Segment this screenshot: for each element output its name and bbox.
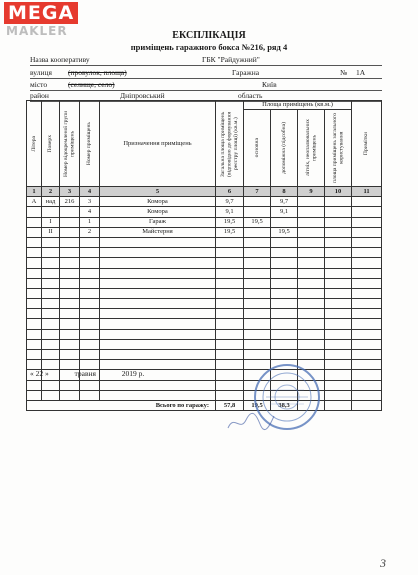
cell-purpose [100, 258, 216, 268]
signature [226, 410, 276, 434]
table-cell [271, 309, 298, 319]
page-mark: 3 [380, 556, 386, 570]
table-cell [60, 217, 80, 227]
table-cell [27, 258, 42, 268]
table-cell [325, 380, 352, 390]
table-cell [80, 237, 100, 247]
empty-row [27, 288, 382, 298]
empty-row [27, 299, 382, 309]
table-cell [60, 288, 80, 298]
table-cell [244, 339, 271, 349]
table-cell: 1 [80, 217, 100, 227]
table-cell [325, 288, 352, 298]
table-cell [244, 278, 271, 288]
table-cell [216, 258, 244, 268]
table-cell [60, 227, 80, 237]
col-header-summer: літніх, неопалювальних приміщень [298, 110, 325, 187]
table-cell [80, 329, 100, 339]
empty-row [27, 319, 382, 329]
table-cell [60, 237, 80, 247]
table-cell: 19,5 [216, 217, 244, 227]
table-cell [244, 237, 271, 247]
table-cell [352, 299, 382, 309]
cell-purpose [100, 278, 216, 288]
table-cell: 19,5 [216, 227, 244, 237]
table-cell [325, 248, 352, 258]
date-day: « 22 » [30, 369, 49, 378]
col-header-floor: Поверх [42, 101, 60, 187]
cell-purpose [100, 339, 216, 349]
table-cell [27, 207, 42, 217]
table-cell [298, 299, 325, 309]
table-cell: 9,7 [271, 197, 298, 207]
table-cell [60, 350, 80, 360]
street-value: Гаражна [232, 68, 260, 77]
empty-row [27, 258, 382, 268]
city-struck: (селище, село) [68, 80, 115, 89]
table-cell [325, 227, 352, 237]
table-cell [244, 248, 271, 258]
oblast-label: область [238, 91, 263, 100]
cell-purpose: Комора [100, 207, 216, 217]
header-row-1 [27, 101, 382, 110]
table-cell [271, 329, 298, 339]
table-cell [42, 390, 60, 400]
table-cell [42, 237, 60, 247]
table-cell: 9,7 [216, 197, 244, 207]
table-cell [352, 360, 382, 370]
table-cell [352, 248, 382, 258]
table-cell [216, 299, 244, 309]
table-cell [352, 258, 382, 268]
group-header-area: Площа приміщень (кв.м.) [244, 101, 352, 110]
table-cell [271, 268, 298, 278]
table-cell [60, 319, 80, 329]
table-cell [325, 360, 352, 370]
table-cell [216, 360, 244, 370]
table-cell [27, 329, 42, 339]
empty-row [27, 390, 382, 400]
street-struck: (провулок, площа) [68, 68, 127, 77]
table-cell [352, 227, 382, 237]
cell-purpose [100, 319, 216, 329]
district-value: Дніпровський [120, 91, 165, 100]
table-cell [298, 217, 325, 227]
table-cell [298, 288, 325, 298]
table-cell: 216 [60, 197, 80, 207]
table-cell [352, 350, 382, 360]
table-cell [42, 329, 60, 339]
empty-row [27, 278, 382, 288]
table-cell [271, 237, 298, 247]
number-value: 1А [356, 68, 366, 77]
empty-row [27, 350, 382, 360]
explication-table [26, 100, 382, 411]
table-cell [216, 350, 244, 360]
table-cell [298, 329, 325, 339]
table-cell [42, 258, 60, 268]
date-line [30, 369, 144, 378]
table-cell [352, 207, 382, 217]
table-cell: 19,5 [271, 227, 298, 237]
total-value: 38,3 [271, 400, 298, 410]
table-cell [325, 237, 352, 247]
table-cell [27, 339, 42, 349]
table-cell [325, 268, 352, 278]
col-header-auxiliary: допоміжна (підсобна) [271, 110, 298, 187]
document-subtitle: приміщень гаражного бокса №216, ряд 4 [130, 42, 288, 52]
table-cell [27, 299, 42, 309]
col-header-purpose: Призначення приміщень [100, 101, 216, 187]
table-cell [60, 329, 80, 339]
table-cell [325, 197, 352, 207]
table-cell [298, 319, 325, 329]
table-cell [80, 258, 100, 268]
table-cell [244, 268, 271, 278]
table-cell [42, 350, 60, 360]
table-cell: над [42, 197, 60, 207]
table-cell [325, 370, 352, 380]
table-cell [325, 400, 352, 410]
table-cell [80, 268, 100, 278]
document-title: ЕКСПЛІКАЦІЯ [172, 30, 246, 41]
table-cell [216, 380, 244, 390]
cell-purpose [100, 309, 216, 319]
table-cell [80, 309, 100, 319]
table-cell [60, 339, 80, 349]
empty-row [27, 339, 382, 349]
table-cell [42, 380, 60, 390]
logo-line1: MEGA [4, 2, 78, 24]
table-cell [298, 339, 325, 349]
table-cell [42, 207, 60, 217]
table-cell [216, 309, 244, 319]
table-cell: 9,1 [271, 207, 298, 217]
table-cell: I [42, 217, 60, 227]
table-cell [352, 197, 382, 207]
col-number: 1 [27, 187, 42, 197]
total-value: 57,8 [216, 400, 244, 410]
table-cell [80, 248, 100, 258]
table-cell [27, 227, 42, 237]
table-cell [298, 207, 325, 217]
table-cell [352, 288, 382, 298]
table-cell [352, 390, 382, 400]
cell-purpose: Комора [100, 197, 216, 207]
table-cell: 4 [80, 207, 100, 217]
table-cell [325, 390, 352, 400]
cell-purpose: Гараж [100, 217, 216, 227]
table-row [27, 227, 382, 237]
table-cell [42, 309, 60, 319]
table-cell [27, 217, 42, 227]
table-cell [298, 237, 325, 247]
table-cell [244, 207, 271, 217]
table-cell [216, 278, 244, 288]
table-row [27, 217, 382, 227]
table-cell [298, 248, 325, 258]
cell-purpose [100, 299, 216, 309]
table-cell [298, 309, 325, 319]
col-number: 8 [271, 187, 298, 197]
table-cell [80, 380, 100, 390]
table-cell [352, 339, 382, 349]
table-cell [325, 350, 352, 360]
logo-line2: MAKLER [6, 24, 68, 38]
table-cell [244, 309, 271, 319]
table-cell [325, 309, 352, 319]
table-cell: 9,1 [216, 207, 244, 217]
table-cell [60, 207, 80, 217]
table-cell [298, 258, 325, 268]
table-cell [60, 268, 80, 278]
table-cell [325, 299, 352, 309]
table-cell [27, 309, 42, 319]
table-cell [244, 319, 271, 329]
date-year: 2019 р. [121, 369, 145, 378]
table-cell [42, 339, 60, 349]
table-cell [60, 248, 80, 258]
empty-row [27, 380, 382, 390]
table-cell [27, 268, 42, 278]
table-cell [271, 217, 298, 227]
table-cell [60, 278, 80, 288]
coop-value: ГБК "Райдужний" [202, 55, 260, 64]
col-number: 2 [42, 187, 60, 197]
table-cell [298, 227, 325, 237]
table-cell: А [27, 197, 42, 207]
cell-purpose: Майстерня [100, 227, 216, 237]
table-cell [325, 319, 352, 329]
cell-purpose [100, 350, 216, 360]
number-label: № [340, 68, 348, 77]
empty-row [27, 309, 382, 319]
table-cell [271, 350, 298, 360]
col-number: 4 [80, 187, 100, 197]
empty-row [27, 237, 382, 247]
table-cell: II [42, 227, 60, 237]
table-cell [80, 390, 100, 400]
cell-purpose [100, 248, 216, 258]
table-cell [216, 390, 244, 400]
table-cell [27, 380, 42, 390]
table-cell: 19,5 [244, 217, 271, 227]
street-label: вулиця [30, 68, 52, 77]
coop-row [30, 53, 382, 66]
table-cell [244, 227, 271, 237]
table-cell [244, 197, 271, 207]
table-cell [216, 268, 244, 278]
col-number: 10 [325, 187, 352, 197]
col-number: 9 [298, 187, 325, 197]
empty-row [27, 329, 382, 339]
table-cell [60, 380, 80, 390]
table-cell [27, 390, 42, 400]
table-cell [298, 197, 325, 207]
district-label: район [30, 91, 49, 100]
col-number: 11 [352, 187, 382, 197]
table-cell [216, 288, 244, 298]
table-cell: 2 [80, 227, 100, 237]
cell-purpose [100, 237, 216, 247]
col-number: 3 [60, 187, 80, 197]
table-cell [42, 268, 60, 278]
city-label: місто [30, 80, 48, 89]
table-cell [60, 299, 80, 309]
cell-purpose [100, 380, 216, 390]
col-number: 5 [100, 187, 216, 197]
table-cell [298, 278, 325, 288]
table-cell [216, 248, 244, 258]
table-cell [244, 350, 271, 360]
city-value: Київ [262, 80, 277, 89]
table-cell [352, 400, 382, 410]
total-row [27, 400, 382, 410]
col-header-notes: Примітки [352, 101, 382, 187]
cell-purpose [100, 329, 216, 339]
table-cell [80, 278, 100, 288]
table-cell [42, 278, 60, 288]
col-header-room-number: Номер приміщень [80, 101, 100, 187]
date-month: травня [74, 369, 96, 378]
table-cell [352, 329, 382, 339]
table-cell [80, 319, 100, 329]
table-cell [271, 258, 298, 268]
cell-purpose [100, 268, 216, 278]
table-cell [216, 370, 244, 380]
table-cell [42, 288, 60, 298]
table-cell [27, 237, 42, 247]
table-row [27, 197, 382, 207]
table-cell [60, 390, 80, 400]
table-cell [80, 299, 100, 309]
col-header-common: площа приміщень загального користування [325, 110, 352, 187]
table-cell [325, 329, 352, 339]
table-cell [325, 207, 352, 217]
table-cell [216, 319, 244, 329]
table-cell [244, 299, 271, 309]
coop-label: Назва кооперативу [30, 55, 90, 64]
cell-purpose [100, 390, 216, 400]
table-cell: 3 [80, 197, 100, 207]
table-cell [352, 319, 382, 329]
table-cell [244, 288, 271, 298]
col-number: 7 [244, 187, 271, 197]
table-cell [60, 258, 80, 268]
table-cell [216, 237, 244, 247]
table-cell [60, 309, 80, 319]
table-cell [271, 299, 298, 309]
col-header-letter: Літера [27, 101, 42, 187]
table-cell [216, 329, 244, 339]
total-value: 19,5 [244, 400, 271, 410]
table-cell [352, 380, 382, 390]
table-cell [271, 339, 298, 349]
table-cell [271, 278, 298, 288]
table-cell [298, 268, 325, 278]
table-cell [80, 350, 100, 360]
col-header-total-area: Загальна площа приміщень (відповідно до формування реєстру площі) (кв.м.) [216, 101, 244, 187]
table-cell [80, 339, 100, 349]
empty-row [27, 268, 382, 278]
cell-purpose [100, 288, 216, 298]
col-number: 6 [216, 187, 244, 197]
table-cell [27, 288, 42, 298]
table-cell [244, 258, 271, 268]
table-cell [271, 288, 298, 298]
table-cell [325, 339, 352, 349]
table-cell [325, 217, 352, 227]
table-cell [271, 319, 298, 329]
table-cell [27, 350, 42, 360]
total-label: Всього по гаражу: [27, 400, 216, 410]
table-row [27, 207, 382, 217]
table-cell [42, 299, 60, 309]
col-header-main: основна [244, 110, 271, 187]
table-cell [352, 268, 382, 278]
table-cell [325, 278, 352, 288]
table-cell [271, 248, 298, 258]
table-cell [298, 350, 325, 360]
table-cell [27, 248, 42, 258]
table-cell [27, 278, 42, 288]
table-cell [42, 319, 60, 329]
column-number-row [27, 187, 382, 197]
empty-row [27, 248, 382, 258]
table-cell [352, 370, 382, 380]
table-cell [244, 329, 271, 339]
table-cell [352, 278, 382, 288]
table-cell [325, 258, 352, 268]
table-cell [352, 237, 382, 247]
table-cell [352, 217, 382, 227]
col-header-group: Номер відокремленої групи приміщень [60, 101, 80, 187]
table-cell [80, 288, 100, 298]
table-cell [216, 339, 244, 349]
table-cell [352, 309, 382, 319]
table-cell [27, 319, 42, 329]
table-cell [42, 248, 60, 258]
